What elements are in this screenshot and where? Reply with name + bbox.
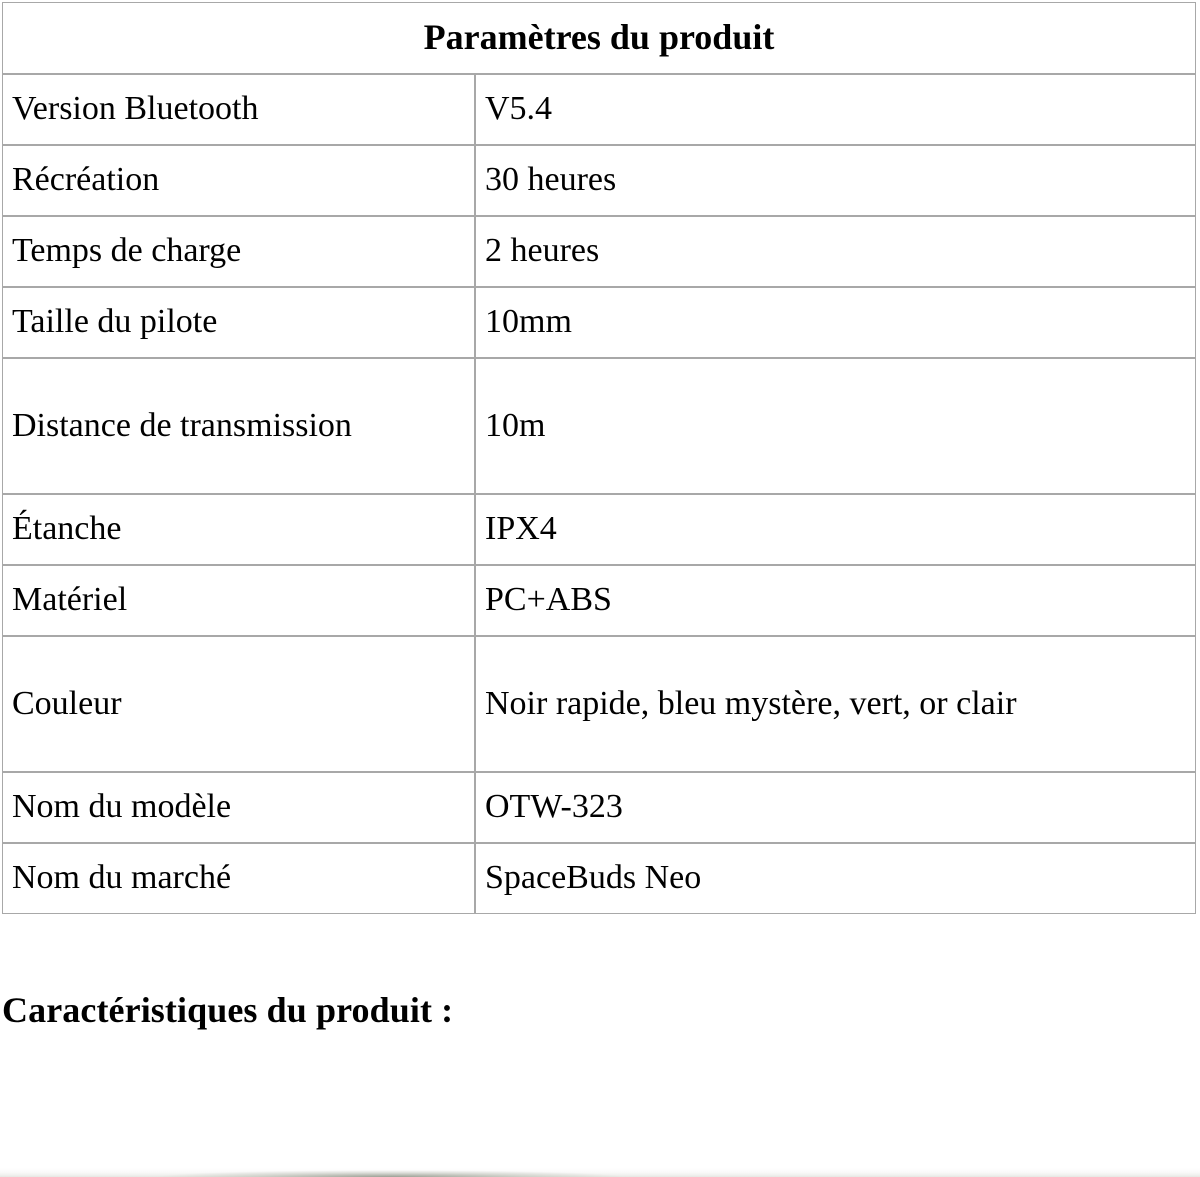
table-row [2, 358, 1196, 494]
table-title: Paramètres du produit [2, 2, 1196, 74]
table-row [2, 494, 1196, 565]
spec-value: 30 heures [475, 145, 1196, 216]
table-row [2, 74, 1196, 145]
table-row [2, 216, 1196, 287]
spec-label: Distance de transmission [2, 358, 475, 494]
product-photo-top-edge [0, 1168, 1200, 1177]
spec-value: OTW-323 [475, 772, 1196, 843]
spec-value: 10m [475, 358, 1196, 494]
table-row [2, 565, 1196, 636]
spec-value: SpaceBuds Neo [475, 843, 1196, 914]
spec-value: 2 heures [475, 216, 1196, 287]
spec-label: Couleur [2, 636, 475, 772]
table-body [2, 74, 1196, 914]
spec-value: PC+ABS [475, 565, 1196, 636]
product-parameters-table [2, 2, 1196, 914]
table-header [2, 2, 1196, 74]
spec-value: Noir rapide, bleu mystère, vert, or clair [475, 636, 1196, 772]
table-row [2, 636, 1196, 772]
table-row [2, 843, 1196, 914]
spec-label: Récréation [2, 145, 475, 216]
spec-label: Nom du modèle [2, 772, 475, 843]
spec-value: 10mm [475, 287, 1196, 358]
product-photo-gradient [0, 1168, 1200, 1177]
table-title-row [2, 2, 1196, 74]
spec-value: IPX4 [475, 494, 1196, 565]
spec-label: Temps de charge [2, 216, 475, 287]
table-row [2, 287, 1196, 358]
spec-label: Taille du pilote [2, 287, 475, 358]
spec-label: Version Bluetooth [2, 74, 475, 145]
spec-value: V5.4 [475, 74, 1196, 145]
spec-label: Matériel [2, 565, 475, 636]
table-row [2, 772, 1196, 843]
product-features-heading: Caractéristiques du produit : [2, 990, 454, 1030]
spec-label: Nom du marché [2, 843, 475, 914]
spec-label: Étanche [2, 494, 475, 565]
table-row [2, 145, 1196, 216]
